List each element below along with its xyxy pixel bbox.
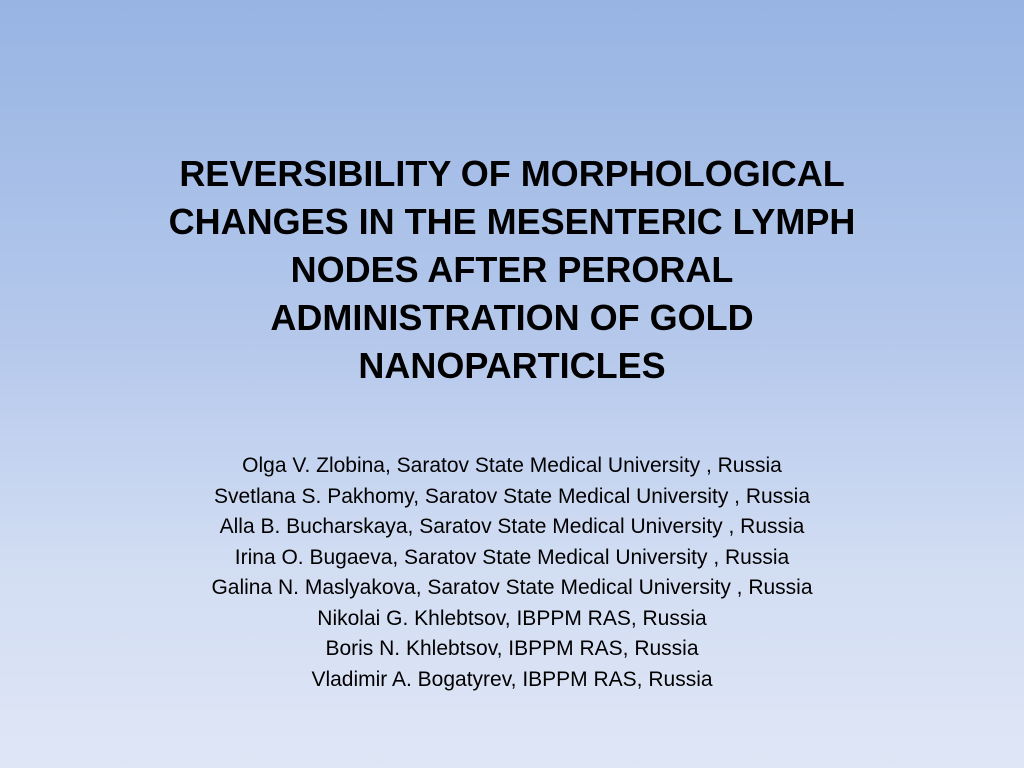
author-item: Irina O. Bugaeva, Saratov State Medical University , Russia [234, 545, 790, 569]
author-item: Nikolai G. Khlebtsov, IBPPM RAS, Russia [317, 606, 707, 630]
title-line: CHANGES IN THE MESENTERIC LYMPH [168, 201, 856, 242]
author-item: Olga V. Zlobina, Saratov State Medical University , Russia [242, 454, 782, 477]
author-item: Boris N. Khlebtsov, IBPPM RAS, Russia [325, 637, 699, 660]
title-line: NODES AFTER PERORAL [290, 249, 734, 290]
author-item: Alla B. Bucharskaya, Saratov State Medical University , Russia [219, 515, 805, 538]
title-line: ADMINISTRATION OF GOLD [270, 297, 754, 338]
author-list [112, 451, 912, 695]
title-line: NANOPARTICLES [358, 345, 666, 386]
slide-title [112, 150, 912, 390]
author-item: Galina N. Maslyakova, Saratov State Medical University , Russia [211, 576, 813, 599]
author-item: Svetlana S. Pakhomy, Saratov State Medical University , Russia [213, 484, 811, 508]
author-item: Vladimir A. Bogatyrev, IBPPM RAS, Russia [311, 667, 713, 691]
title-line: REVERSIBILITY OF MORPHOLOGICAL [179, 153, 845, 194]
